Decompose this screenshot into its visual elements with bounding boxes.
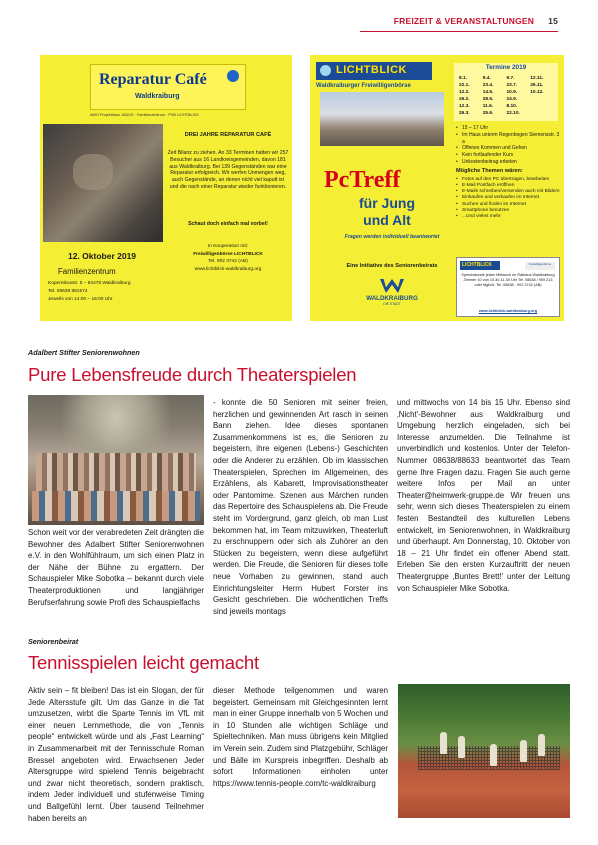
article1-col3 [397, 397, 570, 594]
termin-date: 8.1. [459, 76, 468, 81]
topic-item: • E-Mail Postfach eröffnen [456, 183, 560, 189]
pc-treff-note: Fragen werden individuell beantwortet [344, 234, 440, 240]
article2-col1: Aktiv sein – fit bleiben! Das ist ein Slogan, der für Jede Altersstufe gilt. Um das Ganze in die Tat umzusetzen, wirbt die Sparte Tennis im VfL mit einer neuen Lernmethode, die von „Tennis people“ entwickelt würde und als „Fast Learning“ in Zusammenarbeit mit der Tennisschule Roman Bressel angeboten wird. Erwachsenen Jeder Altersgruppe wird spielend Tennis beigebracht und zwar nicht theoretisch, sondern praktisch, indem Jeder individuell und stufenweise Timing und Ballgefühl lernt. Über tausend Teilnehmer haben bereits an [28, 686, 204, 823]
termin-date: 26.11. [530, 82, 544, 88]
article1-col3-b: Am Donnerstag, 10. Oktober von 18 – 21 Uhr findet ein offener Abend statt. Erleben Sie den ersten Kurzauftritt der neuen Theatergruppe ‚Buntes Brett!' unter der Leitung von Schauspieler Mike Sobotka. [397, 537, 571, 593]
termin-date: 28.5. [482, 96, 494, 102]
tennis-photo [398, 684, 570, 818]
repair-ad-address [48, 280, 163, 304]
card-right-logo: Freiwilligenbörse [525, 262, 555, 270]
topic-item: • Smartphone benutzen [456, 208, 560, 214]
lichtblick-logo: LICHTBLICK [316, 62, 432, 80]
topic-item: • Suchen und finden im Internet [456, 202, 560, 208]
time-line: Jeweils von 14:00 – 16:00 Uhr [48, 296, 113, 302]
card-text: Sprechstunde jeden Mittwoch im Rathaus Waldkraiburg Zimmer 10 von 10.30-11.30 Uhr Tel. 08638 / 959 213 oder täglich: Tel. 08638 - 902 3742 (AB) [461, 273, 555, 288]
subtitle-line-2: und Alt [363, 211, 411, 228]
topic-item: • ...Und vieles mehr [456, 214, 560, 220]
termin-date: 10.12. [530, 89, 544, 95]
article1-col1: Schon weit vor der verabredeten Zeit drängten die Bewohner des Adalbert Stifter Seniorenwohnen e.V. in den Wohlfühlraum, um sich einen Platz in der Nähe der Bühne zu ergattern. Der Schauspieler Mike Sobotka – bekannt durch viele Theaterproduktionen und langjähriger Berufserfahrung sowie Profi des Schauspielfachs [28, 528, 204, 607]
repair-ad-body: Zeit Bilanz zu ziehen. An 33 Terminen hatten wir 257 Besucher aus 16 Landkreisgemeinden, davon 181 aus Waldkraiburg. Bei 139 Gegenständen war eine Reparatur erfolgreich. Wir werfen Unmengen weg, auch Gegenstände, an denen nicht viel kaputt ist und die nach einer Reparatur wieder funktionieren. [167, 150, 289, 190]
repair-ad-cta: Schaut doch einfach mal vorbei! [188, 221, 268, 227]
page-header [394, 16, 558, 26]
termin-date [530, 104, 554, 111]
termine-title: Termine 2019 [485, 64, 527, 71]
subtitle-line-1: für Jung [359, 195, 415, 211]
repair-ad-date: 12. Oktober 2019 [68, 251, 137, 261]
repair-cafe-ad [40, 55, 292, 321]
pc-treff-title [324, 167, 400, 194]
page-number: 15 [548, 16, 558, 26]
repair-ad-venue: Familienzentrum [58, 267, 116, 276]
repair-ad-title: DREI JAHRE REPARATUR CAFÉ [184, 132, 272, 138]
repair-ad-cooperation [167, 243, 289, 274]
termin-date: 9.7. [506, 76, 515, 81]
termin-date: 25.6. [482, 110, 494, 116]
termin-date: 23.4. [482, 82, 494, 88]
lichtblick-sub: Waldkraiburger Freiwilligenbörse [316, 83, 411, 89]
info-item: • Offenes Kommen und Gehen [456, 145, 560, 152]
theater-photo [28, 395, 204, 525]
termin-date: 22.10. [506, 110, 520, 116]
termin-date: 12.2. [459, 89, 470, 95]
coop-url[interactable]: www.lichtblick-waldkraiburg.org [194, 267, 262, 273]
card-url[interactable]: www.lichtblick-waldkraiburg.org [478, 309, 538, 313]
card-logo: LICHTBLICK [460, 261, 500, 270]
termin-date: 12.3. [459, 103, 470, 109]
pc-treff-ad [310, 55, 564, 321]
info-item: • Im Haus unterm Regenbogen Siemensstr. 3 a [456, 132, 560, 146]
pc-treff-subtitle [328, 195, 446, 229]
article1-title: Pure Lebensfreude durch Theaterspielen [28, 364, 357, 385]
termin-date: 23.7. [506, 82, 518, 88]
info-item: • Kein fortlaufender Kurs [456, 152, 560, 159]
address-line: Kopernikusstr. 5 – 84478 Waldkraiburg [48, 281, 131, 286]
topics-title: Mögliche Themen wären: [456, 168, 523, 174]
phone-line: Tel. 08638 881574 [48, 288, 88, 294]
coop-label: In Kooperation mit: [207, 244, 249, 249]
article1-col3-a: und mittwochs von 14 bis 15 Uhr. Ebenso sind ‚Nicht'-Bewohner aus Waldkraiburg und Umgebung herzlich eingeladen, sich bei Interesse anzumelden. Die Teilnahme ist unverbindlich und kostenlos. Unter der Telefon-Nummer 08638/88633 beantwortet das Team gerne Ihre Fragen dazu. Fragen Sie auch gerne weitere Infos per Mail an unter Theater@heimwerk-gruppe.de Wir freuen uns sehr, wenn sich dieses Theaterspielen zu einem festen Bestandteil des kulturellen Lebens entwickelt, im Seniorenwohnen, in Waldkraiburg und überhaupt. [397, 398, 570, 547]
w-logo-icon [380, 279, 404, 293]
termin-date: 12.11. [530, 76, 544, 81]
wrench-icon [227, 70, 239, 82]
pc-class-photo [320, 92, 444, 146]
repair-cafe-logo [90, 64, 246, 110]
repair-cafe-logo-title: Reparatur Café [99, 71, 207, 88]
termin-date: 11.6. [482, 103, 494, 109]
termin-date: 8.10. [506, 103, 518, 109]
termin-date: 22.1. [459, 82, 470, 88]
termin-date: 9.4. [482, 76, 491, 81]
repair-photo [43, 124, 163, 242]
topic-item: • Einkaufen und verkaufen im Internet [456, 195, 560, 201]
termin-date: 14.5. [482, 89, 494, 95]
termin-date [530, 97, 554, 104]
waldkraiburg-logo [344, 279, 440, 306]
topic-item: • E-Mails schreiben/versenden auch mit Bildern [456, 189, 560, 195]
organizer-strip: AWO Projekthaus JADUS · Familienzentrum · PVB LICHTBLICK [90, 113, 199, 117]
topic-item: • Fotos auf den PC übertragen, bearbeiten [456, 177, 560, 183]
termin-date: 24.9. [506, 96, 518, 102]
lichtblick-card [456, 257, 560, 317]
topics-list [456, 177, 560, 220]
coop-name: Freiwilligenbörse LICHTBLICK [193, 251, 263, 257]
article2-title: Tennisspielen leicht gemacht [28, 652, 259, 673]
pc-title-a: Pc [324, 167, 350, 193]
repair-cafe-logo-sub: Waldkraiburg [135, 93, 180, 100]
info-list [456, 125, 560, 166]
header-rule [360, 31, 558, 32]
termin-date: 10.9. [506, 89, 518, 95]
pc-treff-initiative: Eine Initiative des Seniorenbeirats [346, 263, 438, 269]
coop-phone: Tel. 902 3742 (AB) [208, 259, 248, 265]
termine-grid [459, 76, 554, 118]
info-item: • 15 – 17 Uhr [456, 125, 560, 132]
section-title: FREIZEIT & VERANSTALTUNGEN [393, 16, 535, 26]
article1-kicker: Adalbert Stifter Seniorenwohnen [28, 348, 140, 357]
termin-date: 26.2. [459, 96, 470, 102]
termine-box [454, 63, 558, 121]
article2-col2: dieser Methode teilgenommen und waren begeistert. Gemeinsam mit Gleichgesinnten lernt man in einer Gruppe innerhalb von 5 Wochen und in 10 Stunden alle wichtigen Schläge und Spieltechniken. Man muss übrigens kein Mitglied im Verein sein. Zudem sind Platzgebühr, Schläger und Bälle im Kurspreis inbegriffen. Deshalb ab sofort Informationen einholen unter https://www.tennis-people.com/tc-waldkraiburg [213, 686, 388, 788]
pc-title-b: Treff [349, 167, 401, 193]
waldkraiburg-name: WALDKRAIBURG [366, 295, 418, 302]
termin-date [530, 111, 554, 118]
termin-date: 26.3. [459, 110, 470, 116]
article1-col2: - konnte die 50 Senioren mit seiner freien, herzlichen und gewinnenden Art rasch in seinen Bann ziehen. Idee dieses spontanen Zusammenkommens ist es, die Senioren zu begeistern, ihre eigenen (Lebens-) Geschichten oder die Anderer zu erzählen. Ob im klassischen Theaterspielen, Sprechen im Allgemeinen, des Erzählens, als Kabarett, Improvisationstheater oder Pantomime. Szenen aus Märchen runden das Repertoire des Schauspielens ab. Die Freude steht im Vordergrund, ganz gleich, ob man Lust bekommen hat, im Team mitzuwirken, Theaterluft zu erschnuppern oder sich als Zuhörer an den Stücken zu begeistern, wenn diese aufgeführt werden. Die Freude, die Senioren für dieses tolle neue Vorhaben zu gewinnen, stand auch Einrichtungsleiter Herrn Hubert Forster ins Gesicht geschrieben. Die wöchentlichen Treffs sind jeweils montags [213, 398, 388, 616]
info-item: • Unkostenbeitrag erbeten [456, 159, 560, 166]
waldkraiburg-sub: DIE STADT [383, 302, 401, 306]
article2-kicker: Seniorenbeirat [28, 637, 79, 646]
